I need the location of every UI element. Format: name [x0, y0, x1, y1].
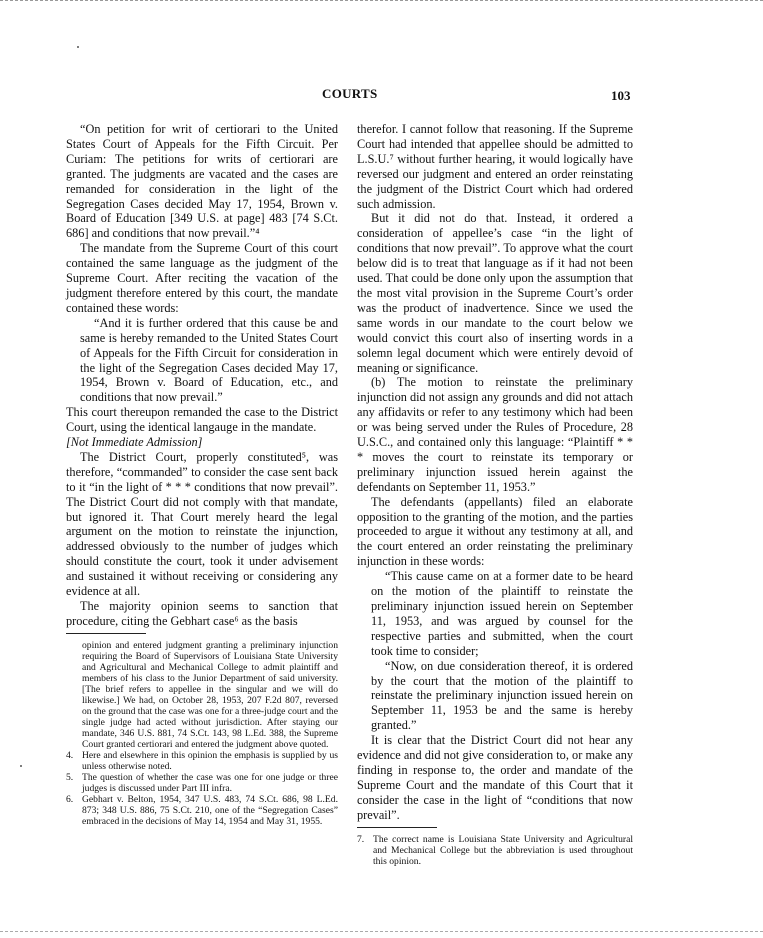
footnotes-left — [66, 640, 338, 827]
footnote-number: 4. — [66, 749, 74, 761]
footnote-continued: opinion and entered judgment granting a preliminary injunction requiring the Board of Supervisors of Louisiana State University and Agricultural and Mechanical College to admit plaintiff and members of his class to the Junior Department of said university. [The brief refers to appellee in the singular and we will do likewise.] We had, on October 28, 1953, 207 F.2d 807, reversed on the ground that the case was one for a three-judge court and the single judge had acted without jurisdiction. After staying our mandate, 346 U.S. 881, 74 S.Ct. 143, 98 L.Ed. 388, the Supreme Court granted certiorari and entered the judgment above quoted. — [82, 639, 338, 750]
footnote-number: 6. — [66, 793, 74, 805]
footnote-text: Here and elsewhere in this opinion the emphasis is supplied by us unless otherwise noted. — [82, 749, 338, 772]
footnote-text: Gebhart v. Belton, 1954, 347 U.S. 483, 74 S.Ct. 686, 98 L.Ed. 873; 348 U.S. 886, 75 S.Ct. 210, one of the “Segregation Cases” embraced in the decisions of May 14, 1954 and May 31, 1955. — [82, 793, 338, 827]
footnote-number: 7. — [357, 833, 365, 845]
paragraph: The defendants (appellants) filed an elaborate opposition to the granting of the motion, and the parties proceeded to argue it without any testimony at all, and the court entered an order reinstating the preliminary injunction in these words: — [357, 494, 633, 569]
section-heading: [Not Immediate Admission] — [66, 435, 203, 450]
paragraph: therefor. I cannot follow that reasoning. If the Supreme Court had intended that appellee should be admitted to L.S.U.⁷ without further hearing, it would logically have reversed our judgment and entered an order reinstating the judgment of the District Court which had ordered such admission. — [357, 122, 633, 211]
scan-speck — [20, 765, 22, 767]
running-title: COURTS — [322, 86, 378, 101]
paragraph: The mandate from the Supreme Court of this court contained the same language as the judgment of the Supreme Court. After reciting the vacation of the judgment therefore entered by this court, the mandate contained these words: — [66, 241, 338, 315]
paragraph: It is clear that the District Court did not hear any evidence and did not give consideration to, or make any finding in response to, the order and mandate of the Supreme Court and the mandate of this Court that it consider the case in the light of “conditions that now prevail”. — [357, 733, 633, 822]
block-quote: “This cause came on at a former date to be heard on the motion of the plaintiff to reinstate the preliminary injunction issued herein on September 11, 1953, and was argued by counsel for the respective parties and submitted, when the court took time to consider; — [371, 569, 633, 658]
footnote — [66, 772, 338, 794]
scan-border-top — [0, 0, 763, 1]
footnotes-right — [357, 834, 633, 867]
paragraph: The District Court, properly constituted⁵, was therefore, “commanded” to consider the case sent back to it “in the light of * * * conditions that now prevail”. The District Court did not comply with that mandate, but ignored it. That Court merely heard the legal argument on the motion to reinstate the injunction, addressed obviously to the number of judges which should constitute the court, took it under advisement and sustained it without receiving or considering any evidence at all. — [66, 449, 338, 599]
footnote-divider — [357, 827, 437, 828]
footnote — [66, 794, 338, 827]
footnote-number: 5. — [66, 771, 74, 783]
paragraph: The majority opinion seems to sanction that procedure, citing the Gebhart case⁶ as the basis — [66, 599, 338, 628]
left-column — [66, 122, 338, 827]
paragraph: But it did not do that. Instead, it ordered a consideration of appellee’s case “in the light of conditions that now prevail”. To approve what the court below did is to treat that language as if it had not been used. That could be done only upon the assumption that the most vital provision in the Supreme Court’s order was the product of inadvertence. Since we used the same words in our mandate to the court below we would convict this court also of inserting words in a solemn legal document which were entirely devoid of meaning or significance. — [357, 211, 633, 375]
scan-speck — [77, 46, 79, 48]
page-number: 103 — [611, 88, 631, 103]
block-quote: “Now, on due consideration thereof, it is ordered by the court that the motion of the plaintiff to reinstate the preliminary injunction issued herein on September 11, 1953 be and the same is hereby granted.” — [371, 658, 633, 733]
right-column — [357, 122, 633, 867]
paragraph: “On petition for writ of certiorari to the United States Court of Appeals for the Fifth Circuit. Per Curiam: The petitions for writs of certiorari are granted. The judgments are vacated and the cases are remanded for consideration in the light of the Segregation Cases decided May 17, 1954, Brown v. Board of Education [349 U.S. at page] 483 [74 S.Ct. 686] and conditions that now prevail.”⁴ — [66, 122, 338, 241]
footnote-text: The correct name is Louisiana State University and Agricultural and Mechanical College but the abbreviation is used throughout this opinion. — [373, 833, 633, 867]
footnote — [357, 834, 633, 867]
scan-border-bottom — [0, 931, 763, 932]
footnote — [66, 750, 338, 772]
block-quote: “And it is further ordered that this cause be and same is hereby remanded to the United States Court of Appeals for the Fifth Circuit for consideration in the light of the Segregation Cases decided May 17, 1954, Brown v. Board of Education, etc., and conditions that now prevail.” — [80, 315, 338, 405]
footnote-text: The question of whether the case was one for one judge or three judges is discussed under Part III infra. — [82, 771, 338, 794]
footnote-divider — [66, 633, 146, 634]
paragraph: This court thereupon remanded the case to the District Court, using the identical langauge in the mandate. — [66, 405, 338, 435]
paragraph: (b) The motion to reinstate the preliminary injunction did not assign any grounds and did not attach any affidavits or refer to any testimony which had been or was being served under the Rules of Procedure, 28 U.S.C., and contained only this language: “Plaintiff * * * moves the court to reinstate its temporary or preliminary injunction issued herein against the defendants on September 11, 1953.” — [357, 375, 633, 494]
